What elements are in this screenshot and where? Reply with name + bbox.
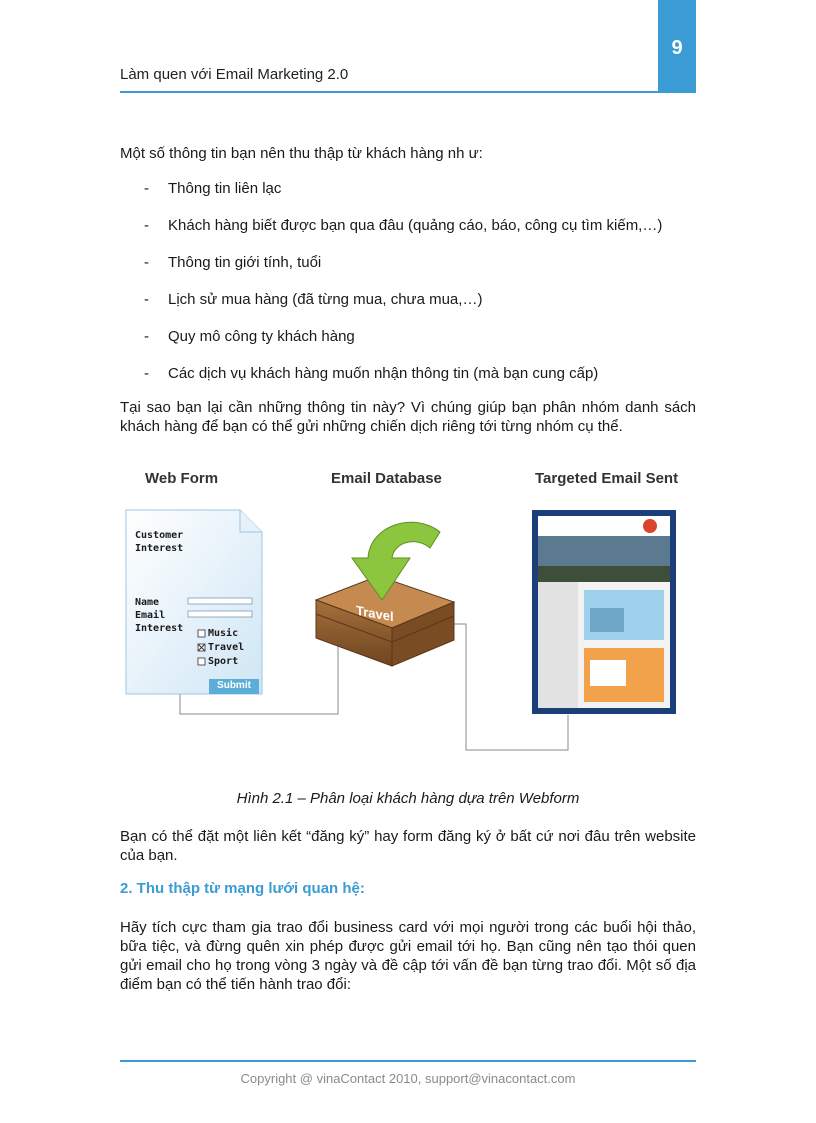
header-title: Làm quen với Email Marketing 2.0 [120,66,349,83]
webform-diagram [120,462,696,762]
option-label: Travel [208,642,245,653]
section-heading: 2. Thu thập từ mạng lưới quan hệ: [120,880,365,897]
network-paragraph: Hãy tích cực tham gia trao đổi business card với mọi người trong các buổi hội thảo, bữa tiệc, và đừng quên xin phép được gửi email tới họ. Bạn cũng nên tạo thói quen gửi email cho họ trong vòng 3 ngày và đề cập tới vấn đề bạn từng trao đổi. Một số địa điểm bạn có thể tiến hành trao đổi: [120,919,696,993]
web-form-label: Web Form [145,470,219,487]
field-label: Email [135,610,166,621]
option-label: Music [208,628,239,639]
box-label: Travel [356,602,394,625]
list-item: - Thông tin liên lạc [144,180,282,197]
form-heading: Customer [135,530,184,541]
submit-button: Submit [217,680,251,691]
footer-divider [120,1060,696,1062]
email-database-label: Email Database [331,470,442,487]
link-paragraph: Bạn có thể đặt một liên kết “đăng ký” hay form đăng ký ở bất cứ nơi đâu trên website của bạn. [120,828,696,864]
header-divider [120,91,696,93]
list-item: - Lịch sử mua hàng (đã từng mua, chưa mua,…) [144,291,483,308]
list-item: - Các dịch vụ khách hàng muốn nhận thông tin (mà bạn cung cấp) [144,365,599,382]
diagram-graphics [120,462,696,762]
page-number: 9 [658,0,696,92]
option-label: Sport [208,656,239,667]
list-item: - Khách hàng biết được bạn qua đâu (quảng cáo, báo, công cụ tìm kiếm,…) [144,217,663,234]
form-heading: Interest [135,543,184,554]
field-label: Name [135,597,160,608]
figure-caption: Hình 2.1 – Phân loại khách hàng dựa trên Webform [236,790,580,807]
intro-text: Một số thông tin bạn nên thu thập từ khách hàng nh ư: [120,145,483,162]
why-paragraph: Tại sao bạn lại cần những thông tin này? Vì chúng giúp bạn phân nhóm danh sách khách hàng để bạn có thể gửi những chiến dịch riêng tới từng nhóm cụ thể. [120,399,696,435]
info-list [144,179,662,401]
field-label: Interest [135,623,184,634]
list-item: - Thông tin giới tính, tuổi [144,254,322,271]
footer-copyright: Copyright @ vinaContact 2010, support@vinacontact.com [240,1071,576,1086]
list-item: - Quy mô công ty khách hàng [144,328,355,345]
targeted-email-label: Targeted Email Sent [535,470,679,487]
